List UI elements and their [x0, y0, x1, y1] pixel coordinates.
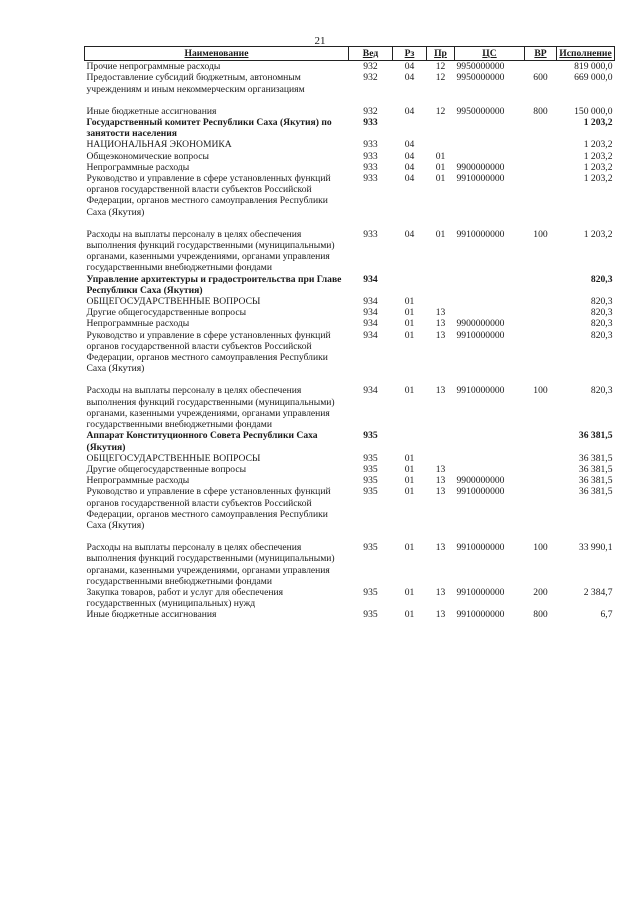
cell-cs: 9900000000: [456, 318, 505, 330]
cell-pr: 13: [435, 463, 446, 475]
cell-exec: 36 381,5: [578, 475, 613, 487]
spacer-cell: [85, 95, 615, 106]
cell-cs: 9910000000: [456, 385, 505, 397]
header-ved: Вед: [349, 47, 393, 61]
cell-vr: [525, 274, 557, 296]
cell-name: Закупка товаров, работ и услуг для обеспечения государственных (муниципальных) нужд: [86, 586, 284, 610]
cell-vr: [525, 464, 557, 475]
cell-rz: 01: [404, 452, 415, 464]
cell-name: Непрограммные расходы: [86, 161, 190, 173]
table-row: [85, 609, 615, 620]
cell-pr: 13: [435, 609, 446, 621]
cell-rz: 04: [404, 161, 415, 173]
cell-ved: 933: [363, 228, 378, 240]
cell-pr: 01: [435, 173, 446, 185]
cell-vr: [525, 475, 557, 486]
cell-rz: [393, 430, 427, 452]
cell-ved: 933: [363, 161, 378, 173]
table-row: [85, 486, 615, 531]
cell-ved: 933: [363, 173, 378, 185]
table-row: [85, 330, 615, 375]
cell-vr: [525, 330, 557, 375]
cell-exec: 819 000,0: [574, 61, 613, 73]
cell-ved: 935: [363, 486, 378, 498]
cell-vr: 800: [533, 609, 548, 621]
cell-exec: 820,3: [590, 296, 613, 308]
cell-exec: 820,3: [590, 318, 613, 330]
cell-ved: 932: [363, 61, 378, 73]
cell-pr: [427, 274, 455, 296]
table-row: [85, 72, 615, 94]
cell-exec: 6,7: [600, 609, 613, 621]
cell-exec: 36 381,5: [578, 430, 613, 442]
cell-cs: [455, 453, 525, 464]
header-name: Наименование: [85, 47, 349, 61]
cell-pr: 13: [435, 586, 446, 598]
cell-ved: 935: [363, 430, 378, 442]
cell-ved: 934: [363, 329, 378, 341]
cell-rz: 01: [404, 586, 415, 598]
cell-cs: [455, 307, 525, 318]
cell-rz: 01: [404, 296, 415, 308]
cell-exec: 1 203,2: [583, 228, 613, 240]
cell-cs: [455, 274, 525, 296]
cell-rz: 01: [404, 385, 415, 397]
cell-exec: 1 203,2: [583, 161, 613, 173]
cell-ved: 933: [363, 117, 378, 129]
header-pr: Пр: [427, 47, 455, 61]
cell-vr: 100: [533, 228, 548, 240]
cell-pr: 13: [435, 475, 446, 487]
cell-pr: [427, 139, 455, 150]
cell-rz: 01: [404, 609, 415, 621]
cell-ved: 933: [363, 139, 378, 151]
cell-pr: 01: [435, 161, 446, 173]
cell-name: Государственный комитет Республики Саха (Якутия) по занятости населения: [86, 117, 332, 140]
cell-pr: 12: [435, 105, 446, 117]
cell-cs: 9910000000: [456, 609, 505, 621]
table-row: [85, 151, 615, 162]
cell-rz: 04: [404, 105, 415, 117]
cell-exec: 150 000,0: [574, 105, 613, 117]
cell-vr: [525, 117, 557, 139]
cell-exec: 820,3: [590, 385, 613, 397]
cell-ved: 935: [363, 609, 378, 621]
cell-vr: [525, 139, 557, 150]
cell-rz: 01: [404, 486, 415, 498]
cell-exec: 36 381,5: [578, 486, 613, 498]
cell-cs: 9910000000: [456, 586, 505, 598]
table-row: [85, 542, 615, 587]
cell-rz: 04: [404, 72, 415, 84]
cell-name: Руководство и управление в сфере установленных функций органов государственной власти субъектов Российской Федерации, органов местного самоуправления Республики Саха (Якутия): [86, 486, 331, 531]
cell-rz: [393, 117, 427, 139]
cell-pr: 13: [435, 385, 446, 397]
cell-pr: 01: [435, 228, 446, 240]
cell-name: ОБЩЕГОСУДАРСТВЕННЫЕ ВОПРОСЫ: [86, 452, 261, 464]
cell-ved: 935: [363, 475, 378, 487]
cell-exec: 820,3: [590, 273, 613, 285]
cell-name: Другие общегосударственные вопросы: [86, 307, 247, 319]
cell-rz: 01: [404, 463, 415, 475]
table-row: [85, 296, 615, 307]
cell-pr: 01: [435, 150, 446, 162]
cell-exec: 820,3: [590, 329, 613, 341]
cell-pr: [427, 430, 455, 452]
cell-ved: 935: [363, 463, 378, 475]
cell-rz: 01: [404, 475, 415, 487]
table-row: [85, 385, 615, 430]
cell-cs: 9910000000: [456, 228, 505, 240]
cell-pr: 13: [435, 318, 446, 330]
cell-vr: [525, 453, 557, 464]
cell-cs: 9910000000: [456, 173, 505, 185]
cell-vr: 800: [533, 105, 548, 117]
cell-pr: 12: [435, 72, 446, 84]
cell-cs: [455, 139, 525, 150]
cell-name: Управление архитектуры и градостроительства при Главе Республики Саха (Якутия): [86, 273, 342, 296]
cell-cs: 9900000000: [456, 475, 505, 487]
cell-rz: 04: [404, 173, 415, 185]
table-row: [85, 274, 615, 296]
cell-name: Расходы на выплаты персоналу в целях обеспечения выполнения функций государственными (муниципальными) органами, казенными учреждениями, органами управления государственными внебюджетными фондами: [86, 228, 335, 274]
table-row: [85, 318, 615, 329]
cell-ved: 934: [363, 307, 378, 319]
cell-rz: 01: [404, 307, 415, 319]
cell-name: Непрограммные расходы: [86, 475, 190, 487]
cell-name: Иные бюджетные ассигнования: [86, 105, 217, 117]
cell-pr: 13: [435, 307, 446, 319]
cell-name: Другие общегосударственные вопросы: [86, 463, 247, 475]
row-spacer: [85, 95, 615, 106]
cell-exec: 2 384,7: [583, 586, 613, 598]
cell-name: ОБЩЕГОСУДАРСТВЕННЫЕ ВОПРОСЫ: [86, 296, 261, 308]
cell-rz: 04: [404, 139, 415, 151]
cell-pr: 13: [435, 329, 446, 341]
spacer-cell: [85, 374, 615, 385]
table-row: [85, 307, 615, 318]
cell-name: Прочие непрограммные расходы: [86, 61, 221, 73]
cell-rz: 04: [404, 228, 415, 240]
cell-ved: 934: [363, 385, 378, 397]
table-row: [85, 106, 615, 117]
table-row: [85, 475, 615, 486]
cell-exec: 669 000,0: [574, 72, 613, 84]
cell-ved: 935: [363, 586, 378, 598]
cell-name: НАЦИОНАЛЬНАЯ ЭКОНОМИКА: [86, 139, 232, 151]
cell-exec: 1 203,2: [583, 150, 613, 162]
cell-rz: 04: [404, 61, 415, 73]
cell-ved: 935: [363, 542, 378, 554]
cell-vr: [525, 307, 557, 318]
table-row: [85, 430, 615, 452]
cell-ved: 934: [363, 296, 378, 308]
cell-cs: [455, 151, 525, 162]
cell-exec: 1 203,2: [583, 117, 613, 129]
cell-vr: 100: [533, 542, 548, 554]
cell-name: Расходы на выплаты персоналу в целях обеспечения выполнения функций государственными (муниципальными) органами, казенными учреждениями, органами управления государственными внебюджетными фондами: [86, 542, 335, 587]
table-header-row: [85, 47, 615, 61]
row-spacer: [85, 531, 615, 542]
table-body: [85, 61, 615, 621]
cell-pr: [427, 453, 455, 464]
cell-vr: [525, 430, 557, 452]
cell-name: Аппарат Конституционного Совета Республики Саха (Якутия): [86, 430, 318, 453]
cell-ved: 932: [363, 72, 378, 84]
cell-vr: [525, 61, 557, 73]
cell-ved: 932: [363, 105, 378, 117]
table-row: [85, 162, 615, 173]
cell-pr: [427, 117, 455, 139]
cell-vr: 600: [533, 72, 548, 84]
spacer-cell: [85, 531, 615, 542]
cell-rz: 01: [404, 318, 415, 330]
cell-vr: [525, 162, 557, 173]
cell-name: Руководство и управление в сфере установленных функций органов государственной власти субъектов Российской Федерации, органов местного самоуправления Республики Саха (Якутия): [86, 173, 331, 218]
table-row: [85, 464, 615, 475]
cell-exec: 33 990,1: [578, 542, 613, 554]
table-row: [85, 173, 615, 218]
table-row: [85, 117, 615, 139]
cell-exec: 36 381,5: [578, 452, 613, 464]
table-row: [85, 139, 615, 150]
cell-name: Предоставление субсидий бюджетным, автономным учреждениям и иным некоммерческим организациям: [86, 72, 305, 95]
cell-pr: 13: [435, 486, 446, 498]
cell-ved: 935: [363, 452, 378, 464]
cell-name: Руководство и управление в сфере установленных функций органов государственной власти субъектов Российской Федерации, органов местного самоуправления Республики Саха (Якутия): [86, 329, 331, 375]
cell-vr: [525, 318, 557, 329]
table-row: [85, 61, 615, 73]
header-exec: Исполнение: [557, 47, 615, 61]
budget-table: [84, 46, 615, 621]
cell-pr: [427, 296, 455, 307]
row-spacer: [85, 218, 615, 229]
cell-name: Непрограммные расходы: [86, 318, 190, 330]
cell-vr: [525, 151, 557, 162]
cell-cs: [455, 296, 525, 307]
cell-cs: 9900000000: [456, 161, 505, 173]
cell-pr: 12: [435, 61, 446, 73]
cell-ved: 933: [363, 150, 378, 162]
page-number: 21: [314, 35, 326, 47]
cell-cs: [455, 117, 525, 139]
table-row: [85, 229, 615, 274]
cell-cs: 9950000000: [456, 72, 505, 84]
cell-cs: 9950000000: [456, 105, 505, 117]
cell-rz: 01: [404, 542, 415, 554]
cell-exec: 1 203,2: [583, 139, 613, 151]
cell-rz: [393, 274, 427, 296]
cell-name: Расходы на выплаты персоналу в целях обеспечения выполнения функций государственными (муниципальными) органами, казенными учреждениями, органами управления государственными внебюджетными фондами: [86, 385, 335, 431]
header-cs: ЦС: [455, 47, 525, 61]
cell-cs: [455, 430, 525, 452]
cell-cs: 9910000000: [456, 542, 505, 554]
cell-cs: 9950000000: [456, 61, 505, 73]
cell-vr: [525, 173, 557, 218]
cell-name: Общеэкономические вопросы: [86, 150, 209, 162]
spacer-cell: [85, 218, 615, 229]
cell-rz: 04: [404, 150, 415, 162]
cell-name: Иные бюджетные ассигнования: [86, 609, 217, 621]
cell-cs: 9910000000: [456, 329, 505, 341]
cell-cs: [455, 464, 525, 475]
header-rz: Рз: [393, 47, 427, 61]
cell-cs: 9910000000: [456, 486, 505, 498]
cell-exec: 36 381,5: [578, 463, 613, 475]
row-spacer: [85, 374, 615, 385]
cell-rz: 01: [404, 329, 415, 341]
cell-vr: [525, 486, 557, 531]
cell-ved: 934: [363, 318, 378, 330]
cell-vr: 100: [533, 385, 548, 397]
table-row: [85, 453, 615, 464]
cell-vr: 200: [533, 586, 548, 598]
cell-exec: 1 203,2: [583, 173, 613, 185]
cell-ved: 934: [363, 273, 378, 285]
table-row: [85, 587, 615, 609]
cell-vr: [525, 296, 557, 307]
cell-pr: 13: [435, 542, 446, 554]
header-vr: ВР: [525, 47, 557, 61]
cell-exec: 820,3: [590, 307, 613, 319]
